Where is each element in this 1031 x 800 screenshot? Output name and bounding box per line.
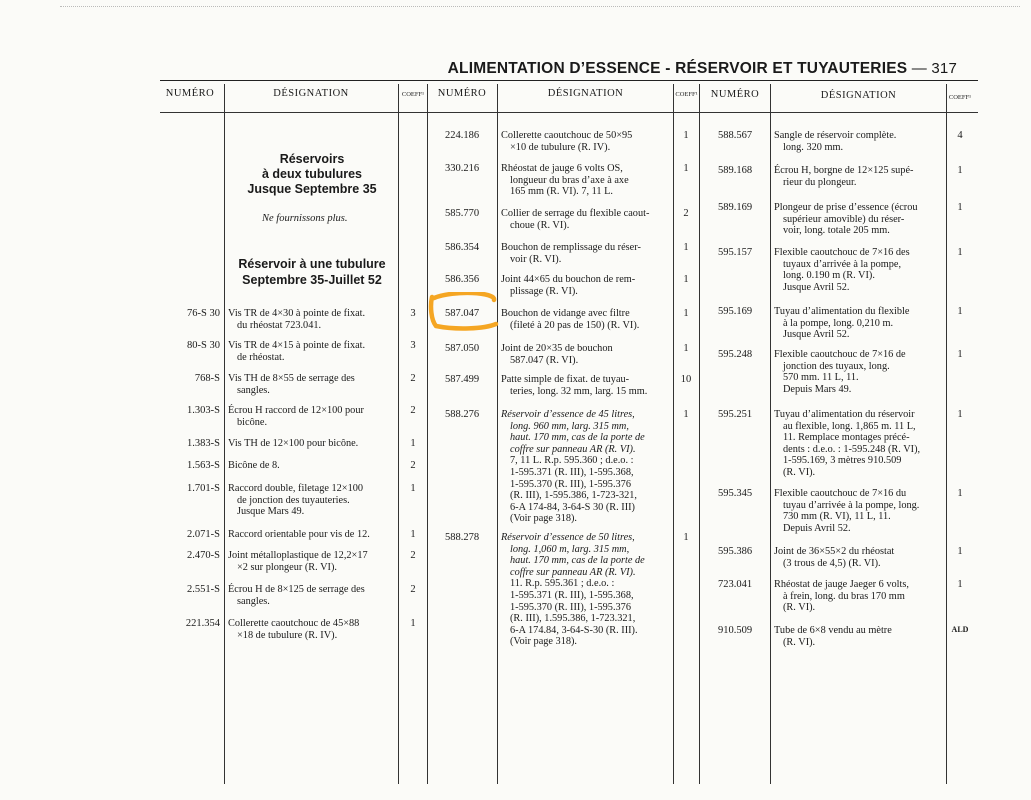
- designation-line: haut. 170 mm, cas de la porte de: [510, 555, 645, 567]
- part-designation: [228, 550, 396, 573]
- divider: [398, 84, 399, 784]
- part-number: 768-S: [194, 373, 220, 384]
- designation-line: 730 mm (R. VI), 11 L, 11.: [783, 511, 891, 523]
- designation-line: Jusque Avril 52.: [783, 281, 850, 293]
- designation-line: ×18 de tubulure (R. IV).: [237, 629, 338, 641]
- designation-line: 1-595.371 (R. III), 1-595.368,: [510, 466, 634, 478]
- coefficient: 1: [410, 483, 416, 494]
- designation-line: jonction des tuyaux, long.: [783, 360, 890, 372]
- part-number: 595.157: [717, 247, 753, 258]
- designation-line: ×10 de tubulure (R. IV).: [510, 141, 611, 153]
- designation-line: Tube de 6×8 vendu au mètre: [774, 625, 892, 636]
- designation-line: voir (R. VI).: [510, 253, 562, 265]
- designation-line: de rhéostat.: [237, 351, 285, 363]
- part-number: 76-S 30: [187, 308, 220, 319]
- divider: [427, 84, 428, 784]
- part-designation: [774, 625, 945, 648]
- col-coeff-2: COEFF¹: [675, 91, 698, 98]
- designation-line: Rhéostat de jauge Jaeger 6 volts,: [774, 579, 909, 590]
- coefficient: 1: [683, 130, 689, 141]
- designation-line: 165 mm (R. VI). 7, 11 L.: [510, 186, 613, 198]
- part-number: 595.345: [717, 488, 753, 499]
- coefficient: 2: [410, 550, 416, 561]
- part-number: 221.354: [185, 618, 220, 629]
- part-number: 1.303-S: [187, 405, 220, 416]
- designation-line: Bicône de 8.: [228, 460, 280, 471]
- part-number: 589.169: [717, 202, 753, 213]
- coefficient: 2: [410, 584, 416, 595]
- part-designation: [774, 306, 945, 341]
- designation-line: (R. III), 1.595.386, 1-723.321,: [510, 613, 636, 625]
- coefficient: 1: [683, 163, 689, 174]
- coefficient: 1: [683, 274, 689, 285]
- col-coeff-1: COEFF¹: [401, 91, 425, 98]
- designation-line: Écrou H de 8×125 de serrage des: [228, 584, 365, 595]
- designation-line: coffre sur panneau AR (R. VI).: [510, 443, 636, 455]
- designation-line: sangles.: [237, 384, 270, 396]
- designation-line: coffre sur panneau AR (R. VI).: [510, 566, 636, 578]
- designation-line: rieur du plongeur.: [783, 176, 857, 188]
- part-designation: [774, 546, 945, 569]
- divider: [497, 84, 498, 784]
- part-number: 723.041: [717, 579, 753, 590]
- part-number: 588.567: [717, 130, 753, 141]
- coefficient: 2: [410, 373, 416, 384]
- page-number: — 317: [911, 60, 957, 77]
- designation-line: Flexible caoutchouc de 7×16 des: [774, 247, 910, 258]
- part-designation: [228, 438, 396, 450]
- coefficient: 1: [957, 349, 963, 360]
- designation-line: (R. VI).: [783, 636, 816, 648]
- part-number: 595.169: [717, 306, 753, 317]
- coefficient: 2: [683, 208, 689, 219]
- part-number: 80-S 30: [187, 340, 220, 351]
- coefficient: 1: [957, 488, 963, 499]
- designation-line: 1-595.169, 3 mètres 910.509: [783, 455, 902, 467]
- part-number: 588.276: [444, 409, 480, 420]
- designation-line: au flexible, long. 1,865 m. 11 L,: [783, 420, 916, 432]
- coefficient: 1: [683, 532, 689, 543]
- designation-line: tuyau d’arrivée à la pompe, long.: [783, 499, 920, 511]
- part-designation: [501, 532, 671, 648]
- designation-line: 1-595.370 (R. III), 1-595.376: [510, 601, 631, 613]
- designation-line: (R. III), 1-595.386, 1-723-321,: [510, 490, 637, 502]
- part-number: 587.047: [444, 308, 480, 319]
- part-designation: [501, 343, 671, 366]
- coefficient: 2: [410, 460, 416, 471]
- part-designation: [501, 242, 671, 265]
- coefficient: 1: [683, 343, 689, 354]
- designation-line: choue (R. VI).: [510, 219, 570, 231]
- coefficient: 1: [410, 529, 416, 540]
- designation-line: (3 trous de 4,5) (R. VI).: [783, 557, 881, 569]
- section-title-line: Réservoirs: [279, 152, 345, 166]
- header-rule-top: [160, 80, 978, 81]
- part-designation: [774, 409, 945, 479]
- col-coeff-3: COEFF¹: [948, 94, 972, 101]
- part-number: 2.470-S: [187, 550, 220, 561]
- coefficient: 1: [957, 247, 963, 258]
- part-designation: [501, 130, 671, 153]
- designation-line: long. 960 mm, larg. 315 mm,: [510, 420, 629, 432]
- part-designation: [228, 340, 396, 363]
- coefficient: 1: [957, 165, 963, 176]
- section-title-line: à deux tubulures: [261, 167, 363, 181]
- coefficient: 3: [410, 308, 416, 319]
- part-number: 587.499: [444, 374, 480, 385]
- col-numero-1: NUMÉRO: [165, 88, 215, 99]
- designation-line: Jusque Mars 49.: [237, 506, 305, 518]
- coefficient: 1: [410, 438, 416, 449]
- designation-line: 11. Remplace montages précé-: [783, 432, 910, 444]
- part-designation: [228, 618, 396, 641]
- col-designation-1: DÉSIGNATION: [273, 88, 349, 99]
- page-title: ALIMENTATION D’ESSENCE - RÉSERVOIR ET TUYAUTERIES: [447, 60, 908, 77]
- part-designation: [501, 274, 671, 297]
- designation-line: Joint de 36×55×2 du rhéostat: [774, 546, 895, 557]
- designation-line: Plongeur de prise d’essence (écrou: [774, 202, 918, 213]
- designation-line: Joint métalloplastique de 12,2×17: [228, 550, 368, 561]
- designation-line: Collier de serrage du flexible caout-: [501, 208, 650, 219]
- designation-line: sangles.: [237, 595, 270, 607]
- scan-artifact-line: [60, 6, 1020, 10]
- part-designation: [228, 584, 396, 607]
- part-number: 595.386: [717, 546, 753, 557]
- part-number: 595.251: [717, 409, 753, 420]
- designation-line: teries, long. 32 mm, larg. 15 mm.: [510, 385, 648, 397]
- col-designation-3: DÉSIGNATION: [820, 90, 897, 101]
- designation-line: tuyaux d’arrivée à la pompe,: [783, 258, 902, 270]
- designation-line: long. 320 mm.: [783, 141, 844, 153]
- designation-line: Vis TH de 8×55 de serrage des: [228, 373, 355, 384]
- note-no-supply: Ne fournissons plus.: [262, 213, 348, 224]
- part-number: 2.071-S: [187, 529, 220, 540]
- designation-line: Tuyau d’alimentation du réservoir: [774, 409, 915, 420]
- part-number: 1.701-S: [187, 483, 220, 494]
- part-number: 585.770: [444, 208, 480, 219]
- part-number: 589.168: [717, 165, 753, 176]
- designation-line: (fileté à 20 pas de 150) (R. VI).: [510, 319, 640, 331]
- designation-line: bicône.: [237, 416, 268, 428]
- part-number: 1.383-S: [187, 438, 220, 449]
- designation-line: plissage (R. VI).: [510, 285, 578, 297]
- designation-line: (R. VI).: [783, 602, 816, 614]
- coefficient: 1: [683, 409, 689, 420]
- designation-line: long. 0.190 m (R. VI).: [783, 270, 875, 282]
- coefficient: 1: [957, 306, 963, 317]
- part-designation: [774, 579, 945, 614]
- designation-line: voir, long. totale 205 mm.: [783, 225, 890, 237]
- designation-line: supérieur amovible) du réser-: [783, 213, 905, 225]
- part-designation: [228, 529, 396, 541]
- designation-line: Réservoir d’essence de 45 litres,: [501, 409, 635, 420]
- coefficient: 1: [683, 242, 689, 253]
- part-designation: [228, 308, 396, 331]
- part-designation: [501, 308, 671, 331]
- designation-line: Raccord orientable pour vis de 12.: [228, 529, 370, 540]
- designation-line: Jusque Avril 52.: [783, 329, 850, 341]
- designation-line: Raccord double, filetage 12×100: [228, 483, 364, 494]
- part-designation: [228, 373, 396, 396]
- designation-line: 587.047 (R. VI).: [510, 354, 579, 366]
- section-title-line: Septembre 35-Juillet 52: [242, 273, 382, 287]
- part-designation: [501, 208, 671, 231]
- designation-line: Joint de 20×35 de bouchon: [501, 343, 613, 354]
- divider: [673, 84, 674, 784]
- coefficient: 1: [957, 546, 963, 557]
- divider: [699, 84, 700, 784]
- designation-line: 6-A 174.84, 3-64-S-30 (R. III).: [510, 624, 638, 636]
- designation-line: Flexible caoutchouc de 7×16 du: [774, 488, 907, 499]
- designation-line: 1-595.370 (R. III), 1-595.376: [510, 478, 631, 490]
- designation-line: long. 1,060 m, larg. 315 mm,: [510, 543, 630, 555]
- highlight-mark: [426, 292, 502, 332]
- designation-line: Patte simple de fixat. de tuyau-: [501, 374, 630, 385]
- part-designation: [501, 163, 671, 198]
- designation-line: dents : d.e.o. : 1-595.248 (R. VI),: [783, 443, 921, 455]
- designation-line: Collerette caoutchouc de 45×88: [228, 618, 360, 629]
- designation-line: Joint 44×65 du bouchon de rem-: [501, 274, 636, 285]
- coefficient: 3: [410, 340, 416, 351]
- coefficient: 10: [680, 374, 692, 385]
- designation-line: Vis TR de 4×30 à pointe de fixat.: [228, 308, 366, 319]
- designation-line: à frein, long. du bras 170 mm: [783, 590, 905, 602]
- coefficient: 2: [410, 405, 416, 416]
- designation-line: 11. R.p. 595.361 ; d.e.o. :: [510, 578, 615, 590]
- designation-line: du rhéostat 723.041.: [237, 319, 322, 331]
- section-title-line: Jusque Septembre 35: [247, 182, 377, 196]
- part-number: 595.248: [717, 349, 753, 360]
- designation-line: (R. VI).: [783, 466, 816, 478]
- divider: [224, 84, 225, 784]
- designation-line: Sangle de réservoir complète.: [774, 130, 897, 141]
- designation-line: Rhéostat de jauge 6 volts OS,: [501, 163, 623, 174]
- designation-line: Écrou H, borgne de 12×125 supé-: [774, 165, 914, 176]
- designation-line: à la pompe, long. 0,210 m.: [783, 317, 894, 329]
- col-designation-2: DÉSIGNATION: [547, 88, 624, 99]
- coefficient: ALD: [951, 625, 969, 634]
- designation-line: Réservoir d’essence de 50 litres,: [501, 532, 635, 543]
- part-number: 910.509: [717, 625, 753, 636]
- part-designation: [501, 409, 671, 525]
- col-numero-2: NUMÉRO: [437, 88, 487, 99]
- coefficient: 1: [683, 308, 689, 319]
- designation-line: Collerette caoutchouc de 50×95: [501, 130, 633, 141]
- designation-line: de jonction des tuyauteries.: [237, 494, 350, 506]
- coefficient: 1: [957, 202, 963, 213]
- part-number: 2.551-S: [187, 584, 220, 595]
- designation-line: 1-595.371 (R. III), 1-595.368,: [510, 589, 634, 601]
- section-title-2: [226, 256, 398, 288]
- designation-line: Vis TH de 12×100 pour bicône.: [228, 438, 359, 449]
- part-number: 330.216: [444, 163, 480, 174]
- coefficient: 1: [957, 409, 963, 420]
- designation-line: 570 mm. 11 L, 11.: [783, 372, 859, 384]
- designation-line: 7, 11 L. R.p. 595.360 ; d.e.o. :: [510, 455, 634, 467]
- designation-line: (Voir page 318).: [510, 636, 578, 648]
- page-header: [448, 60, 957, 78]
- section-title-1: [226, 152, 398, 197]
- designation-line: 6-A 174-84, 3-64-S 30 (R. III): [510, 501, 635, 513]
- header-rule-bottom: [160, 112, 978, 113]
- designation-line: Depuis Avril 52.: [783, 522, 851, 534]
- part-number: 587.050: [444, 343, 480, 354]
- designation-line: Bouchon de vidange avec filtre: [501, 308, 630, 319]
- coefficient: 1: [957, 579, 963, 590]
- designation-line: Écrou H raccord de 12×100 pour: [228, 405, 364, 416]
- designation-line: haut. 170 mm, cas de la porte de: [510, 432, 645, 444]
- part-designation: [228, 483, 396, 518]
- part-designation: [774, 488, 945, 534]
- part-number: 1.563-S: [187, 460, 220, 471]
- part-number: 586.354: [444, 242, 480, 253]
- designation-line: Tuyau d’alimentation du flexible: [774, 306, 910, 317]
- coefficient: 4: [957, 130, 963, 141]
- part-designation: [774, 202, 945, 237]
- divider: [946, 84, 947, 784]
- part-designation: [228, 460, 396, 472]
- designation-line: Bouchon de remplissage du réser-: [501, 242, 641, 253]
- part-designation: [774, 349, 945, 395]
- part-designation: [774, 165, 945, 188]
- designation-line: (Voir page 318).: [510, 513, 578, 525]
- part-number: 586.356: [444, 274, 480, 285]
- part-number: 588.278: [444, 532, 480, 543]
- part-designation: [501, 374, 671, 397]
- designation-line: Depuis Mars 49.: [783, 383, 852, 395]
- coefficient: 1: [410, 618, 416, 629]
- designation-line: Flexible caoutchouc de 7×16 de: [774, 349, 906, 360]
- designation-line: Vis TR de 4×15 à pointe de fixat.: [228, 340, 366, 351]
- designation-line: longueur du bras d’axe à axe: [510, 174, 629, 186]
- part-designation: [228, 405, 396, 428]
- part-designation: [774, 130, 945, 153]
- part-number: 224.186: [444, 130, 480, 141]
- col-numero-3: NUMÉRO: [710, 89, 760, 100]
- part-designation: [774, 247, 945, 293]
- divider: [770, 84, 771, 784]
- section-title-line: Réservoir à une tubulure: [238, 257, 386, 271]
- designation-line: ×2 sur plongeur (R. VI).: [237, 561, 337, 573]
